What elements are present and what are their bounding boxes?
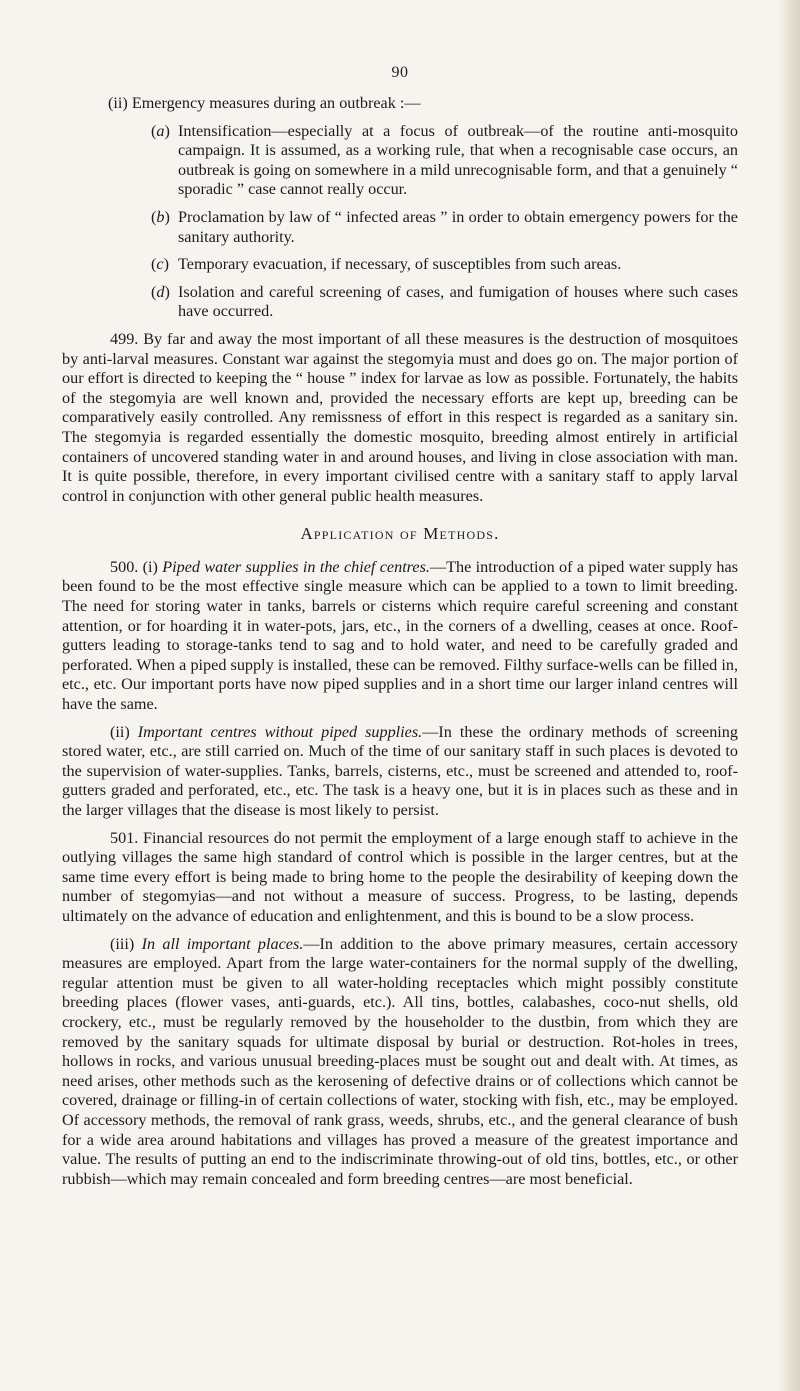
- emergency-item-a: [151, 121, 738, 200]
- item-marker: (c): [151, 255, 169, 274]
- item-marker: (a): [151, 121, 170, 140]
- item-marker: (d): [151, 282, 170, 301]
- emergency-heading: (ii) Emergency measures during an outbreak :—: [108, 94, 421, 112]
- paragraph-501-iii: (iii) In all important places.—In addition to the above primary measures, certain accessory measures are employed. Apart from the large water-containers for the normal supply of the dwelling, regular attention must be given to all water-holding receptacles which might possibly constitute breeding places (flower vases, anti-guards, etc.). All tins, bottles, calabashes, coco-nut shells, old crockery, etc., must be regularly removed by the householder to the dustbin, from which they are removed by the sanitary squads for ultimate disposal by burial or destruction. Rot-holes in trees, hollows in rocks, and various unusual breeding-places must be sought out and dealt with. At times, as need arises, other methods such as the kerosening of defective drains or of collections which cannot be covered, drainage or filling-in of certain collections of water, stocking with fish, etc., may be employed. Of accessory methods, the removal of rank grass, weeds, shrubs, etc., and the general clearance of bush for a wide area around habitations and villages has proved a measure of the greatest importance and value. The results of putting an end to the indiscriminate throwing-out of old tins, bottles, etc., or other rubbish—which may remain concealed and form breeding centres—are most beneficial.: [62, 934, 738, 1188]
- document-body: [62, 94, 738, 1197]
- emergency-item-text: Intensification—especially at a focus of outbreak—of the routine anti-mosquito campaign. It is assumed, as a working rule, that when a recognisable case occurs, an outbreak is going on somewhere in a mild unrecognisable form, and that a genuinely “ sporadic ” case cannot really occur.: [178, 121, 738, 199]
- page-edge-shadow: [778, 0, 800, 1391]
- section-heading: Application of Methods.: [300, 524, 500, 544]
- paragraph-499: 499. By far and away the most important of all these measures is the destruction of mosquitoes by anti-larval measures. Constant war against the stegomyia must and does go on. The major portion of our effort is directed to keeping the “ house ” index for larvae as low as possible. Fortunately, the habits of the stegomyia are well known and, provided the necessary efforts are kept up, breeding can be comparatively easily controlled. Any remissness of effort in this respect is regarded as a sanitary sin. The stegomyia is regarded essentially the domestic mosquito, breeding almost entirely in artificial containers of uncovered standing water in and around houses, and living in close association with man. It is quite possible, therefore, in every important civilised centre with a sanitary staff to apply larval control in conjunction with other general public health measures.: [62, 329, 738, 505]
- emergency-item-d: [151, 282, 738, 322]
- item-marker: (b): [151, 207, 170, 226]
- paragraph-501: 501. Financial resources do not permit the employment of a large enough staff to achieve in the outlying villages the same high standard of control which is possible in the larger centres, but at the same time every effort is being made to bring home to the people the desirability of keeping down the number of stegomyias—and not without a measure of success. Progress, to be lasting, depends ultimately on the advance of education and enlightenment, and this is bound to be a slow process.: [62, 828, 738, 925]
- emergency-item-text: Proclamation by law of “ infected areas ” in order to obtain emergency powers for the sanitary authority.: [178, 207, 738, 246]
- paragraph-500: 500. (i) Piped water supplies in the chief centres.—The introduction of a piped water supply has been found to be the most effective single measure which can be applied to a town to limit breeding. The need for storing water in tanks, barrels or cisterns which require careful screening and constant attention, or for hoarding it in water-pots, jars, etc., in the corners of a dwelling, ceases at once. Roof-gutters leading to storage-tanks tend to sag and to hold water, and need to be carefully graded and perforated. When a piped supply is installed, these can be removed. Filthy surface-wells can be filled in, etc., etc. Our important ports have now piped supplies and in a short time our larger inland centres will have the same.: [62, 557, 739, 714]
- emergency-item-b: [151, 207, 738, 247]
- emergency-item-c: [151, 255, 738, 275]
- emergency-item-text: Temporary evacuation, if necessary, of susceptibles from such areas.: [178, 255, 622, 274]
- page-number: 90: [391, 64, 409, 81]
- paragraph-500-ii: (ii) Important centres without piped supplies.—In these the ordinary methods of screening stored water, etc., are still carried on. Much of the time of our sanitary staff in such places is devoted to the supervision of water-supplies. Tanks, barrels, cisterns, etc., must be screened and attended to, roof-gutters graded and perforated, etc., etc. The task is a heavy one, but it is in places such as these and in the larger villages that the disease is most likely to persist.: [62, 722, 738, 819]
- emergency-item-text: Isolation and careful screening of cases, and fumigation of houses where such cases have occurred.: [178, 282, 738, 321]
